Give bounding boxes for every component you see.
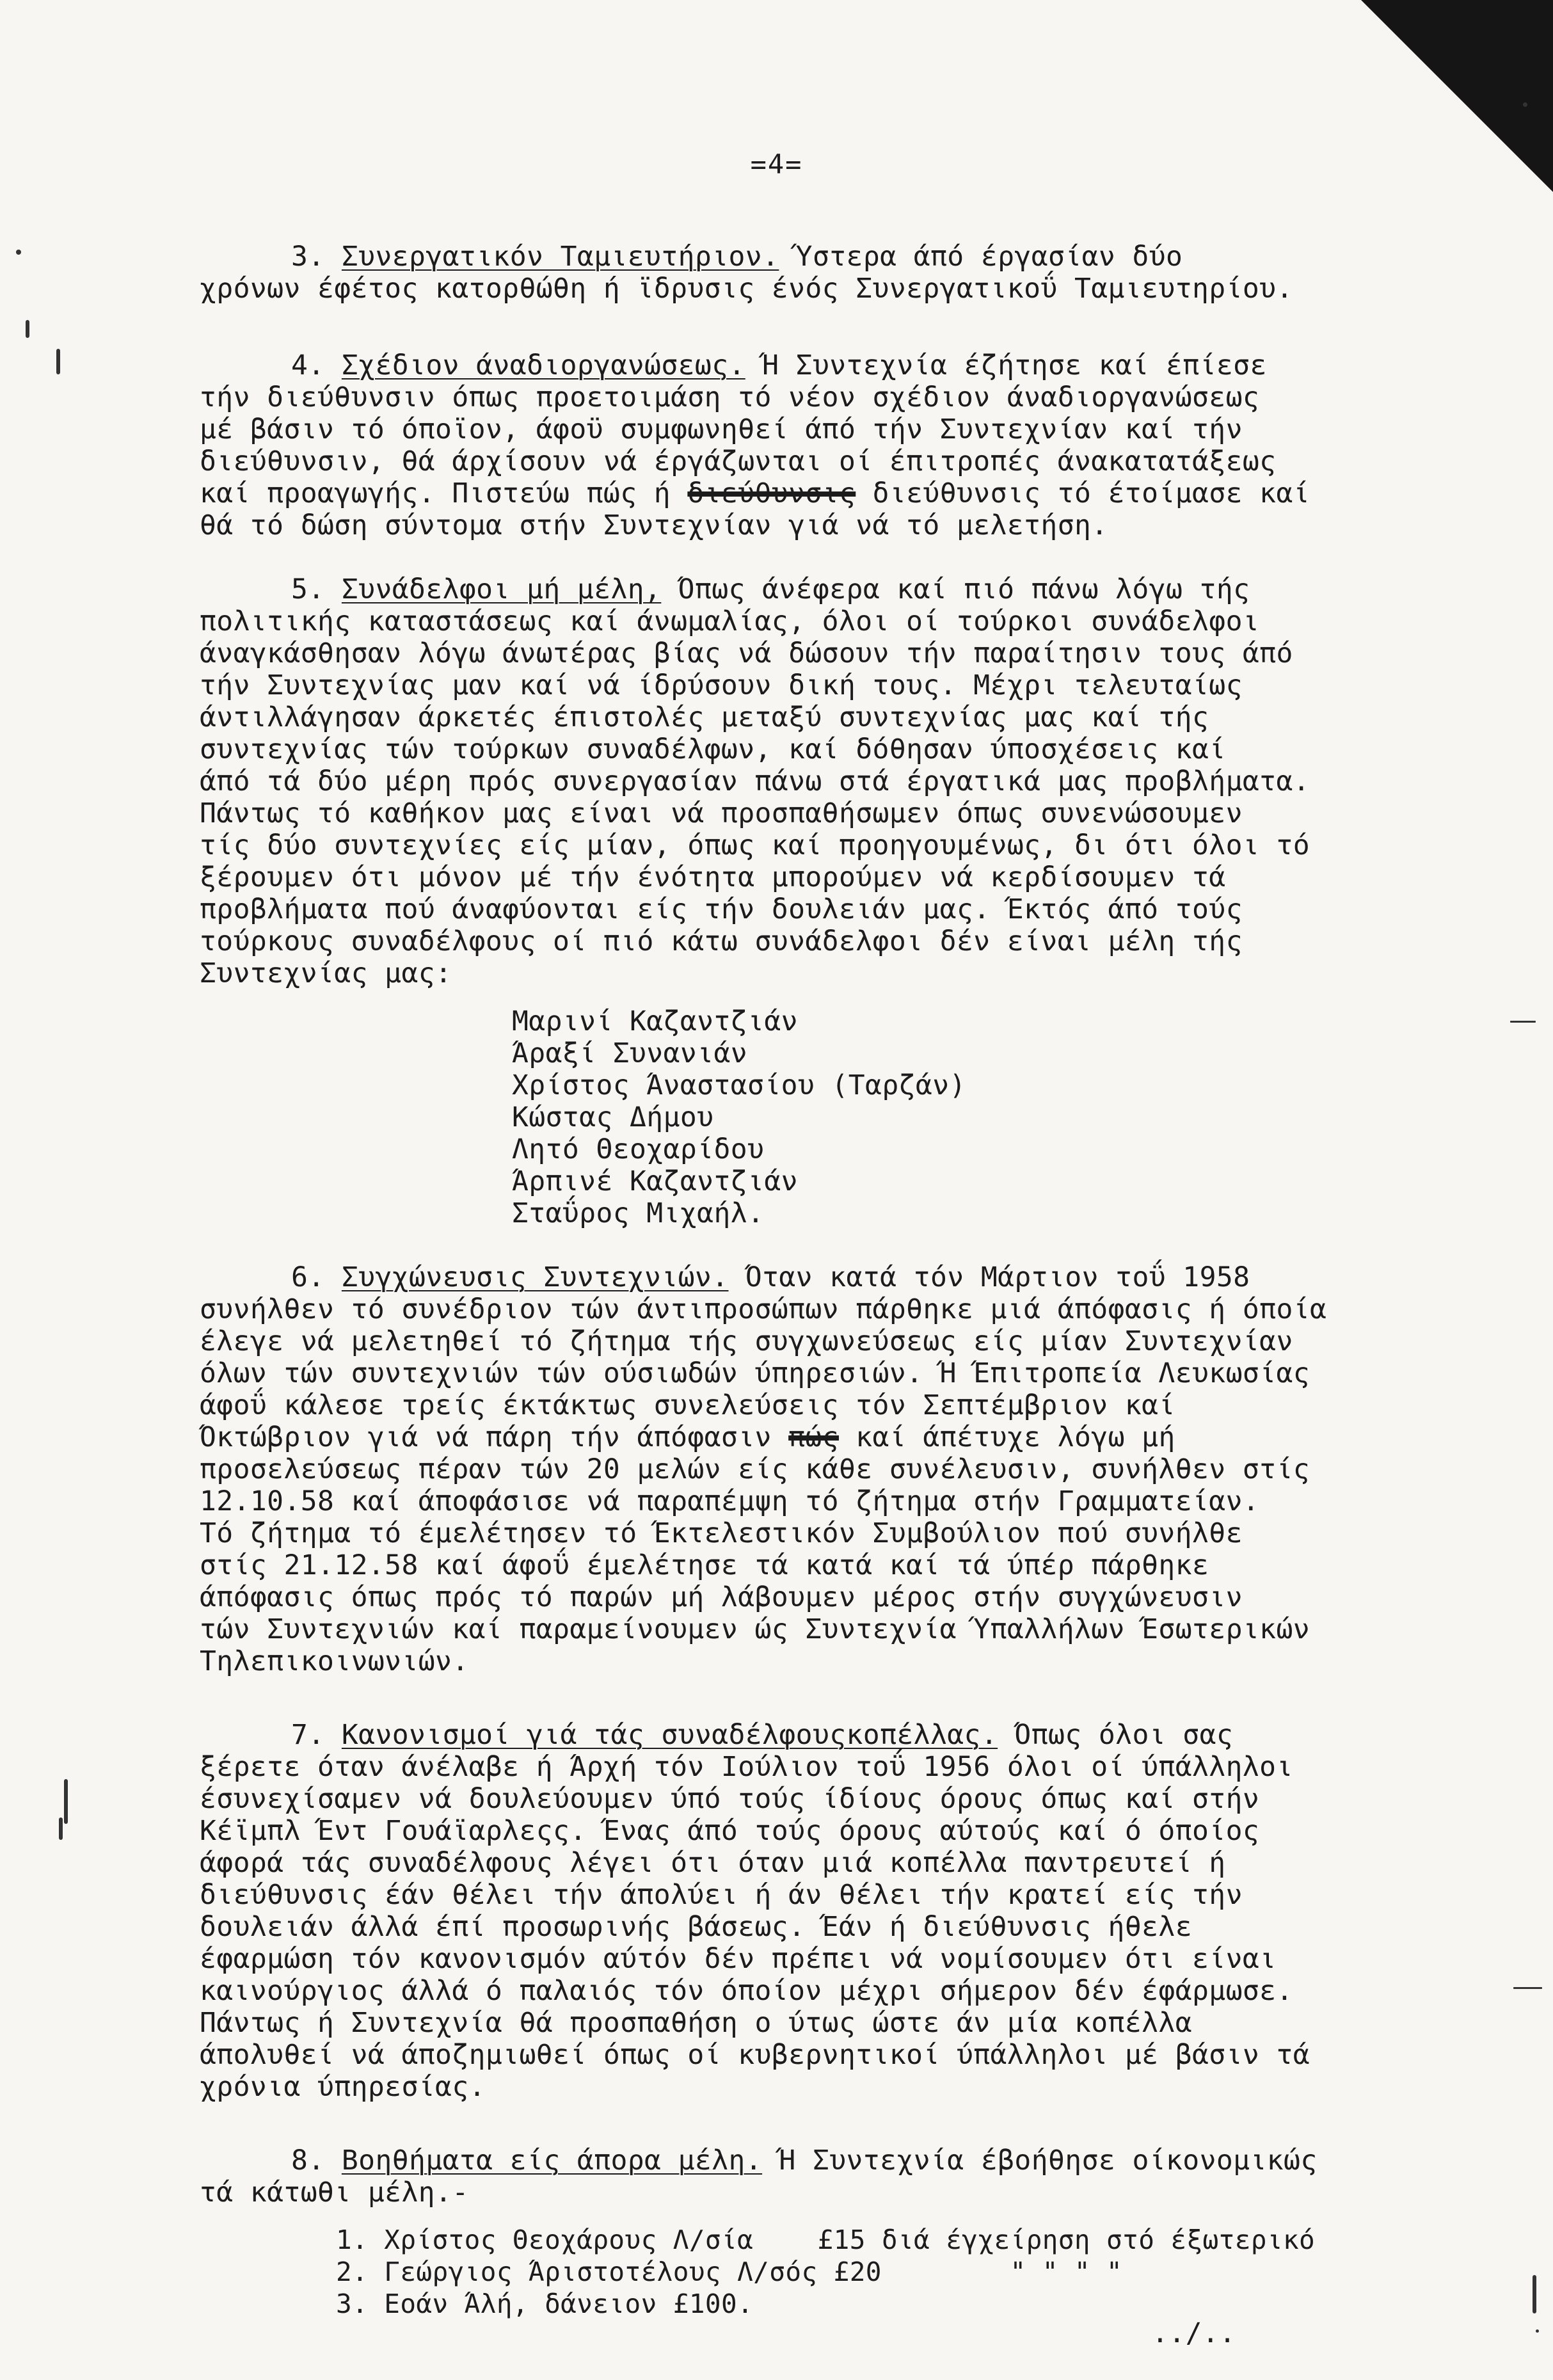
section-7-line: ξέρετε όταν άνέλαβε ή Άρχή τόν Ιούλιον τοΰ 1956 όλοι οί ύπάλληλοι [200, 1751, 1293, 1783]
section-5-line: τήν Συντεχνίας μαν καί νά ίδρύσουν δική τους. Μέχρι τελευταίως [200, 669, 1243, 701]
section-7-line: δουλειάν άλλά έπί προσωρινής βάσεως. Έάν ή διεύθυνσις ήθελε [200, 1911, 1193, 1943]
section-7-line: Πάντως ή Συντεχνία θά προσπαθήση ο ύτως ώστε άν μία κοπέλλα [200, 2007, 1193, 2039]
section-4-line: τήν διεύθυνσιν όπως προετοιμάση τό νέον σχέδιον άναδιοργανώσεως [200, 381, 1260, 413]
section-8-heading: Βοηθήματα είς άπορα μέλη. [341, 2144, 763, 2176]
section-5-line: συντεχνίας τών τούρκων συναδέλφων, καί δόθησαν ύποσχέσεις καί [200, 733, 1226, 765]
section-4-first-line: 4. Σχέδιον άναδιοργανώσεως. Ή Συντεχνία έζήτησε καί έπίεσε [291, 349, 1267, 381]
page-number: =4= [750, 148, 803, 180]
section-5-line: ξέρουμεν ότι μόνον μέ τήν ένότητα μπορούμεν νά κερδίσουμεν τά [200, 861, 1226, 893]
section-8-first-line: 8. Βοηθήματα είς άπορα μέλη. Ή Συντεχνία έβοήθησε οίκονομικώς [291, 2144, 1318, 2176]
section-4-heading: Σχέδιον άναδιοργανώσεως. [341, 349, 745, 381]
section-6-line: Τό ζήτημα τό έμελέτησεν τό Έκτελεστικόν Συμβούλιον πού συνήλθε [200, 1517, 1243, 1549]
section-7-line: χρόνια ύπηρεσίας. [200, 2071, 486, 2103]
scan-speck [16, 250, 21, 255]
section-3-first-line: 3. Συνεργατικόν Ταμιευτήριον. Ύστερα άπό έργασίαν δύο [291, 241, 1183, 273]
member-name: Κώστας Δήμου [512, 1101, 714, 1133]
scan-speck [64, 1779, 68, 1824]
section-6-line: στίς 21.12.58 καί άφοΰ έμελέτησε τά κατά καί τά ύπέρ πάρθηκε [200, 1549, 1209, 1581]
section-5-line: τούρκους συναδέλφους οί πιό κάτω συνάδελφοι δέν είναι μέλη τής [200, 925, 1243, 957]
continuation-mark: ../.. [1152, 2317, 1236, 2349]
section-5-line: άναγκάσθησαν λόγω άνωτέρας βίας νά δώσουν τήν παραίτησιν τους άπό [200, 637, 1293, 669]
assistance-item: 2. Γεώργιος Άριστοτέλους Λ/σός £20 " " " " [336, 2256, 1123, 2287]
section-6-line: τών Συντεχνιών καί παραμείνουμεν ώς Συντεχνία Ύπαλλήλων Έσωτερικών [200, 1613, 1310, 1645]
section-6-line: άφοΰ κάλεσε τρείς έκτάκτως συνελεύσεις τόν Σεπτέμβριον καί [200, 1389, 1175, 1421]
section-7-line: άπολυθεί νά άποζημιωθεί όπως οί κυβερνητικοί ύπάλληλοι μέ βάσιν τά [200, 2039, 1310, 2071]
section-6-line: έλεγε νά μελετηθεί τό ζήτημα τής συγχωνεύσεως είς μίαν Συντεχνίαν [200, 1325, 1293, 1357]
assistance-item: 3. Εοάν Άλή, δάνειον £100. [336, 2288, 754, 2319]
section-5-first-line: 5. Συνάδελφοι μή μέλη, Όπως άνέφερα καί πιό πάνω λόγω τής [291, 573, 1250, 605]
member-name: Σταΰρος Μιχαήλ. [512, 1197, 765, 1229]
section-6-heading: Συγχώνευσις Συντεχνιών. [341, 1261, 729, 1293]
scan-speck [1513, 1987, 1542, 1989]
section-6-line: Τηλεπικοινωνιών. [200, 1645, 469, 1677]
section-7-line: διεύθυνσις έάν θέλει τήν άπολύει ή άν θέλει τήν κρατεί είς τήν [200, 1879, 1243, 1911]
scan-speck [1536, 2329, 1539, 2333]
section-6-line: 12.10.58 καί άποφάσισε νά παραπέμψη τό ζήτημα στήν Γραμματείαν. [200, 1485, 1260, 1517]
section-5-line: πολιτικής καταστάσεως καί άνωμαλίας, όλοι οί τούρκοι συνάδελφοι [200, 605, 1260, 637]
assistance-item: 1. Χρίστος Θεοχάρους Λ/σία £15 διά έγχείρηση στό έξωτερικό [336, 2224, 1316, 2255]
section-3-heading: Συνεργατικόν Ταμιευτήριον. [341, 241, 779, 273]
section-4-line: καί προαγωγής. Πιστεύω πώς ή διεύθυνσις διεύθυνσις τό έτοίμασε καί [200, 477, 1310, 509]
struck-word: διεύθυνσις [687, 477, 856, 509]
section-7-line: έφαρμώση τόν κανονισμόν αύτόν δέν πρέπει νά νομίσουμεν ότι είναι [200, 1943, 1277, 1975]
section-7-line: έσυνεχίσαμεν νά δουλεύουμεν ύπό τούς ίδίους όρους όπως καί στήν [200, 1783, 1260, 1815]
section-5-line: άντιλλάγησαν άρκετές έπιστολές μεταξύ συντεχνίας μας καί τής [200, 701, 1209, 733]
section-6-line: όλων τών συντεχνιών τών ούσιωδών ύπηρεσιών. Ή Έπιτροπεία Λευκωσίας [200, 1357, 1310, 1389]
section-6-line: Όκτώβριον γιά νά πάρη τήν άπόφασιν πώς καί άπέτυχε λόγω μή [200, 1421, 1175, 1453]
scan-speck [1533, 2275, 1536, 2313]
section-5-line: άπό τά δύο μέρη πρός συνεργασίαν πάνω στά έργατικά μας προβλήματα. [200, 765, 1310, 797]
section-8-line: τά κάτωθι μέλη.- [200, 2176, 469, 2208]
section-7-line: άφορά τάς συναδέλφους λέγει ότι όταν μιά κοπέλλα παντρευτεί ή [200, 1847, 1226, 1879]
section-5-line: τίς δύο συντεχνίες είς μίαν, όπως καί προηγουμένως, δι ότι όλοι τό [200, 829, 1310, 861]
member-name: Λητό Θεοχαρίδου [512, 1133, 765, 1165]
section-7-line: Κέϊμπλ Έντ Γουάϊαρλεςς. Ένας άπό τούς όρους αύτούς καί ό όποίος [200, 1815, 1260, 1847]
member-name: Μαρινί Καζαντζιάν [512, 1005, 798, 1037]
section-5-line: Συντεχνίας μας: [200, 957, 452, 989]
section-6-first-line: 6. Συγχώνευσις Συντεχνιών. Όταν κατά τόν Μάρτιον τοΰ 1958 [291, 1261, 1250, 1293]
section-7-first-line: 7. Κανονισμοί γιά τάς συναδέλφουςκοπέλλας. Όπως όλοι σας [291, 1719, 1234, 1751]
section-5-heading: Συνάδελφοι μή μέλη, [341, 573, 662, 605]
section-4-line: μέ βάσιν τό όποϊον, άφοϋ συμφωνηθεί άπό τήν Συντεχνίαν καί τήν [200, 413, 1243, 445]
section-4-line: θά τό δώση σύντομα στήν Συντεχνίαν γιά νά τό μελετήση. [200, 509, 1108, 541]
scan-speck [1523, 102, 1527, 107]
section-6-line: συνήλθεν τό συνέδριον τών άντιπροσώπων πάρθηκε μιά άπόφασις ή όποία [200, 1293, 1327, 1325]
struck-word: πώς [788, 1421, 839, 1453]
section-4-line: διεύθυνσιν, θά άρχίσουν νά έργάζωνται οί έπιτροπές άνακατατάξεως [200, 445, 1277, 477]
member-name: Άραξί Συνανιάν [512, 1037, 748, 1069]
scan-speck [1510, 1021, 1536, 1023]
section-5-line: προβλήματα πού άναφύονται είς τήν δουλειάν μας. Έκτός άπό τούς [200, 893, 1243, 925]
section-6-line: προσελεύσεως πέραν τών 20 μελών είς κάθε συνέλευσιν, συνήλθεν στίς [200, 1453, 1310, 1485]
scan-speck [59, 1817, 63, 1840]
section-6-line: άπόφασις όπως πρός τό παρών μή λάβουμεν μέρος στήν συγχώνευσιν [200, 1581, 1243, 1613]
member-name: Χρίστος Άναστασίου (Ταρζάν) [512, 1069, 966, 1101]
section-7-line: καινούργιος άλλά ό παλαιός τόν όποίον μέχρι σήμερον δέν έφάρμωσε. [200, 1975, 1293, 2007]
section-3-line: χρόνων έφέτος κατορθώθη ή ϊδρυσις ένός Συνεργατικοΰ Ταμιευτηρίου. [200, 273, 1293, 305]
section-5-line: Πάντως τό καθήκον μας είναι νά προσπαθήσωμεν όπως συνενώσουμεν [200, 797, 1243, 829]
scan-speck [56, 349, 60, 374]
member-name: Άρπινέ Καζαντζιάν [512, 1165, 798, 1197]
scan-speck [26, 320, 29, 338]
section-7-heading: Κανονισμοί γιά τάς συναδέλφουςκοπέλλας. [341, 1719, 998, 1751]
